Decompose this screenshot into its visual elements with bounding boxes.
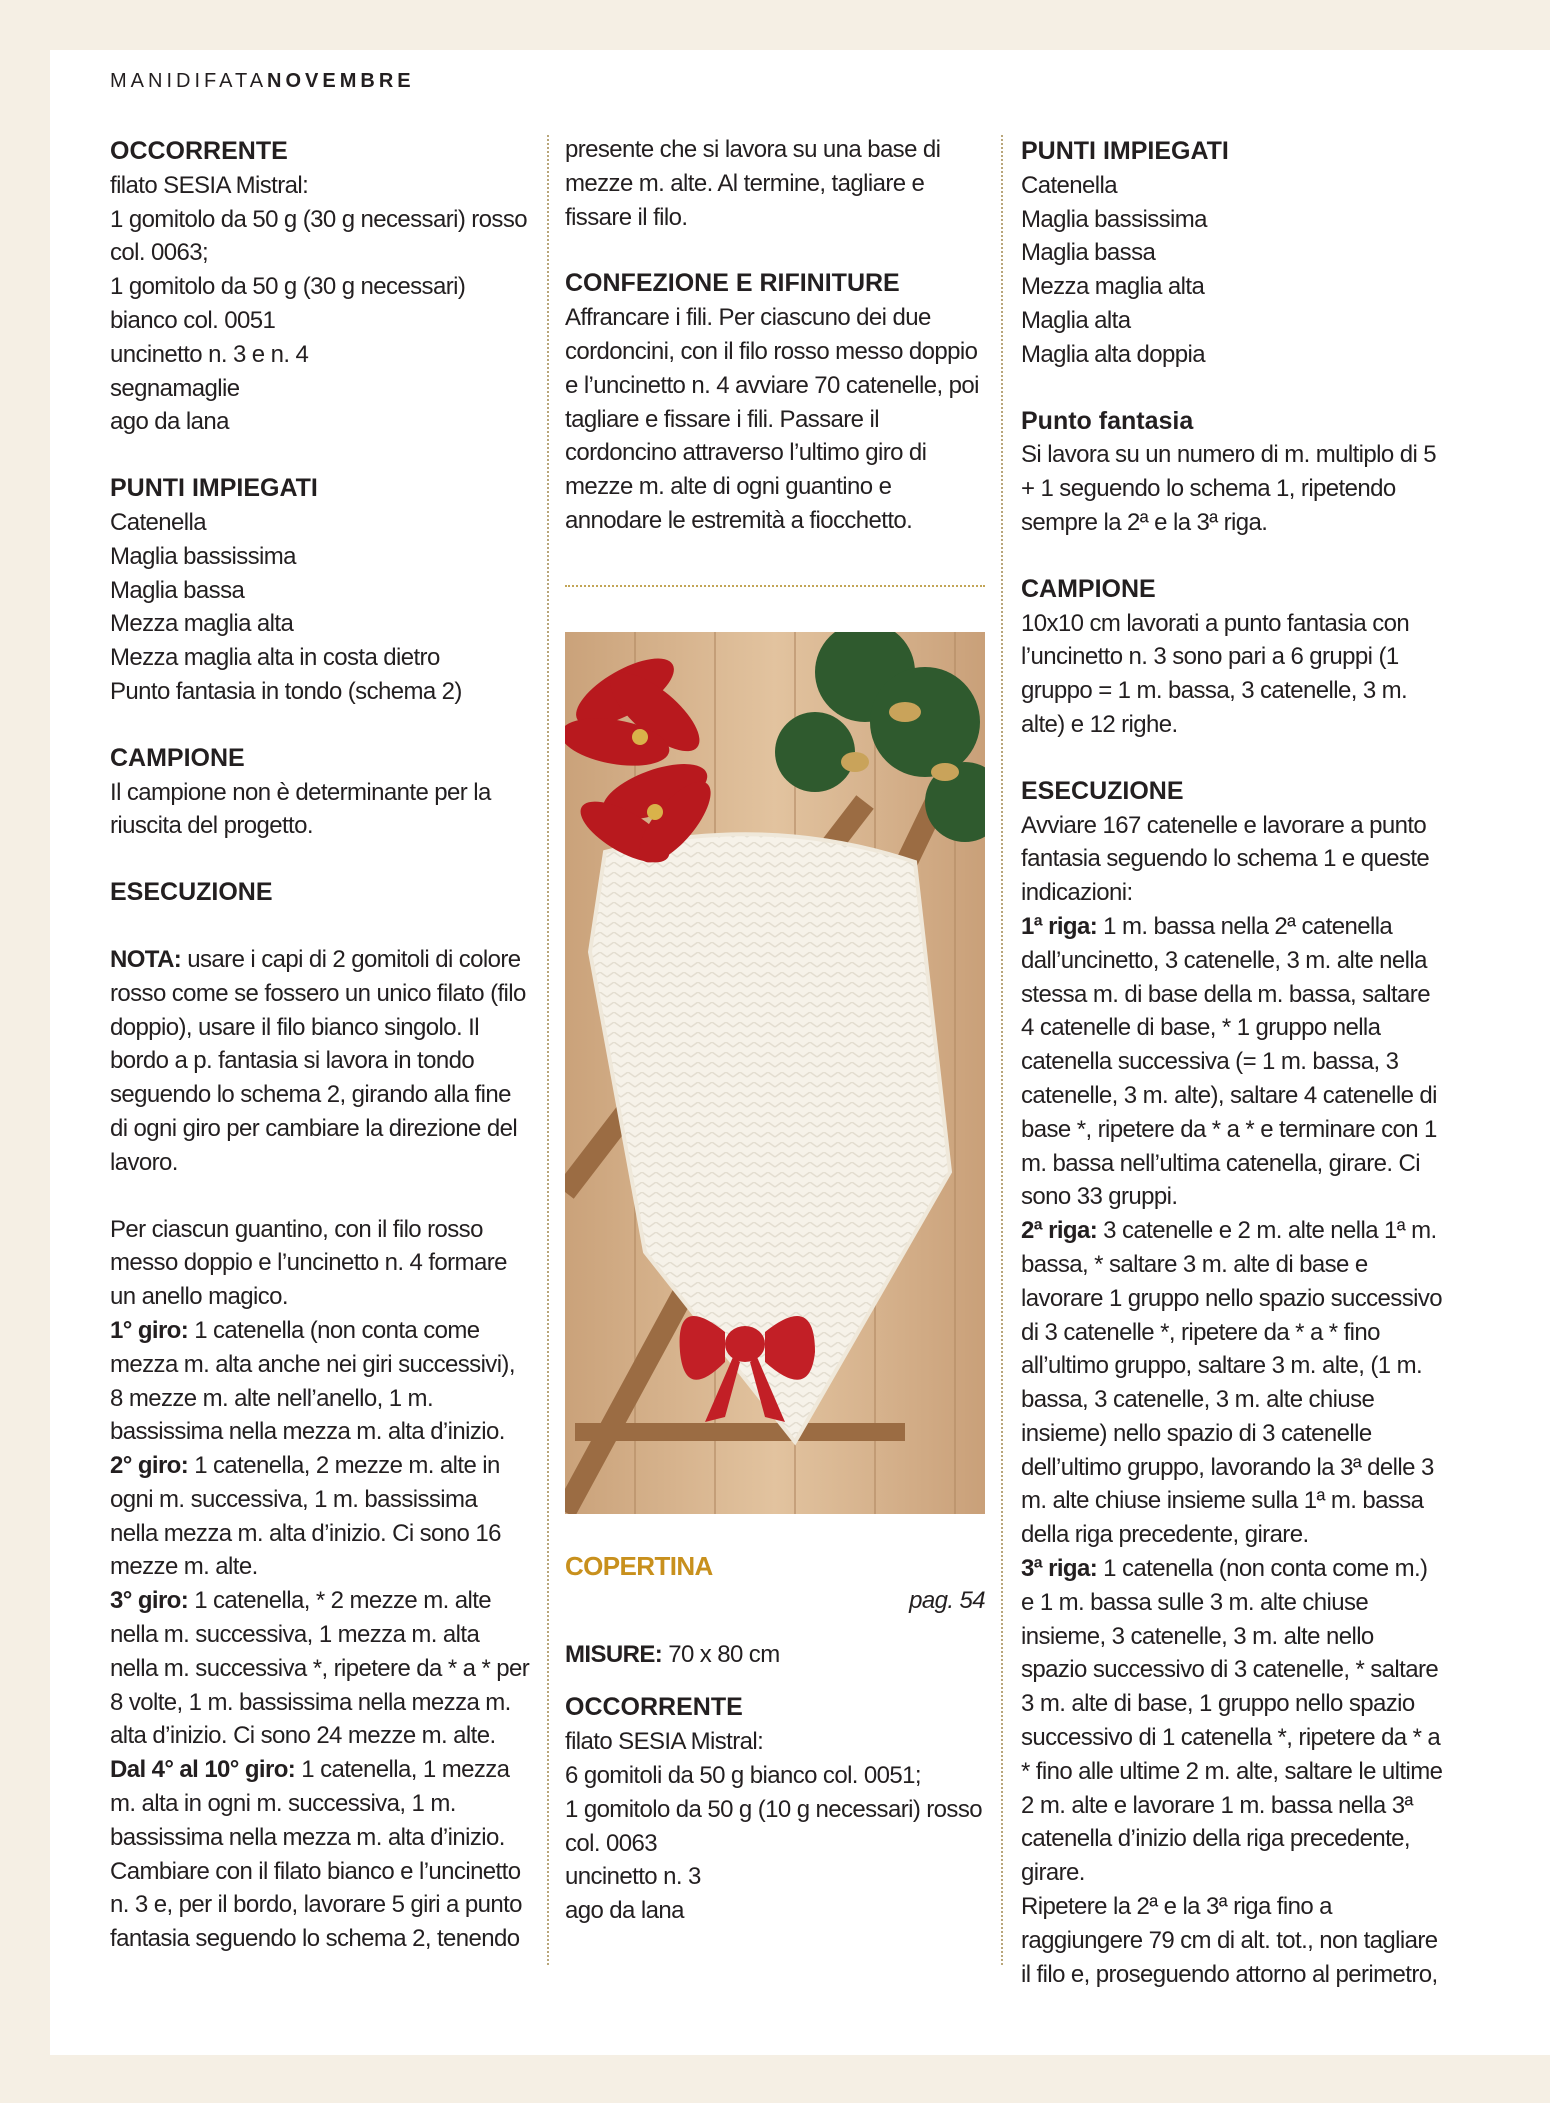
blanket-photo-illustration bbox=[565, 632, 985, 1514]
row-text: 1 m. bassa nella 2ª catenella dall’uncinetto, 3 catenelle, 3 m. alte nella stessa m. di base della m. bassa, saltare 4 catenelle di base, * 1 gruppo nella catenella successiva (= 1 m. bassa, 3 catenelle, 3 m. alte), saltare 4 catenelle di base *, ripetere da * a * e terminare con 1 m. bassa nell’ultima catenella, girare. Ci sono 33 gruppi. bbox=[1021, 912, 1437, 1211]
dotted-separator bbox=[565, 585, 985, 587]
paragraph: Ripetere la 2ª e la 3ª riga fino a raggiungere 79 cm di alt. tot., non tagliare il filo e, proseguendo attorno al perimetro, bbox=[1021, 1893, 1438, 1988]
measures bbox=[565, 1638, 985, 1672]
stitches-list bbox=[110, 506, 530, 709]
paragraph: Cambiare con il filato bianco e l’uncinetto n. 3 e, per il bordo, lavorare 5 giri a punto fantasia seguendo lo schema 2, tenendo bbox=[110, 1857, 522, 1953]
round-text: 1 catenella, * 2 mezze m. alte nella m. successiva, 1 mezza m. alta nella m. successiva *, ripetere da * a * per 8 volte, 1 m. bassissima nella mezza m. alta d’inizio. Ci sono 24 mezze m. alte. bbox=[110, 1587, 530, 1750]
copertina-section bbox=[565, 1550, 985, 1928]
row-instruction bbox=[1021, 1214, 1445, 1552]
list-item: ago da lana bbox=[565, 1897, 684, 1925]
section-heading: ESECUZIONE bbox=[1021, 776, 1184, 805]
stitches-list bbox=[1021, 169, 1445, 372]
round-instruction bbox=[110, 1753, 530, 1854]
section-heading: OCCORRENTE bbox=[110, 137, 288, 165]
section-heading: CAMPIONE bbox=[110, 743, 245, 772]
round-text: 1 catenella (non conta come mezza m. alta anche nei giri successivi), 8 mezze m. alte nell’anello, 1 m. bassissima nella mezza m. alta d’inizio. bbox=[110, 1316, 515, 1446]
list-item: Maglia alta doppia bbox=[1021, 340, 1206, 368]
section-heading: PUNTI IMPIEGATI bbox=[110, 474, 318, 503]
round-instruction bbox=[110, 1449, 530, 1584]
row-label: 2ª riga: bbox=[1021, 1217, 1098, 1245]
materials-list bbox=[565, 1725, 985, 1928]
materials-list bbox=[110, 169, 530, 439]
list-item: segnamaglie bbox=[110, 374, 240, 402]
round-text: 1 catenella, 1 mezza m. alta in ogni m. successiva, 1 m. bassissima nella mezza m. alta d’inizio. bbox=[110, 1756, 510, 1851]
list-item: Maglia bassissima bbox=[1021, 205, 1207, 233]
blanket-photo bbox=[565, 632, 985, 1514]
column-divider bbox=[547, 135, 549, 1965]
paragraph: Il campione non è determinante per la riuscita del progetto. bbox=[110, 778, 491, 840]
round-instruction bbox=[110, 1584, 530, 1753]
list-item: uncinetto n. 3 bbox=[565, 1863, 701, 1891]
paragraph: Si lavora su un numero di m. multiplo di 5 + 1 seguendo lo schema 1, ripetendo sempre la 2ª e la 3ª riga. bbox=[1021, 441, 1437, 536]
list-item: Punto fantasia in tondo (schema 2) bbox=[110, 677, 462, 705]
list-item: Maglia alta bbox=[1021, 306, 1131, 334]
section-heading: Punto fantasia bbox=[1021, 406, 1194, 435]
brand-name: MANIDIFATA bbox=[110, 70, 268, 92]
list-item: 1 gomitolo da 50 g (30 g necessari) bianco col. 0051 bbox=[110, 273, 466, 334]
row-label: 1ª riga: bbox=[1021, 912, 1098, 940]
paragraph: Avviare 167 catenelle e lavorare a punto fantasia seguendo lo schema 1 e queste indicazioni: bbox=[1021, 811, 1430, 907]
list-item: filato SESIA Mistral: bbox=[110, 171, 309, 199]
paragraph: Per ciascun guantino, con il filo rosso messo doppio e l’uncinetto n. 4 formare un anello magico. bbox=[110, 1215, 507, 1311]
section-heading: CAMPIONE bbox=[1021, 574, 1156, 603]
list-item: 6 gomitoli da 50 g bianco col. 0051; bbox=[565, 1761, 921, 1789]
list-item: filato SESIA Mistral: bbox=[565, 1728, 764, 1756]
round-instruction bbox=[110, 1314, 530, 1449]
list-item: Mezza maglia alta bbox=[110, 610, 294, 638]
column-2 bbox=[565, 133, 985, 538]
round-label: 3° giro: bbox=[110, 1587, 189, 1615]
row-instruction bbox=[1021, 910, 1445, 1214]
row-label: 3ª riga: bbox=[1021, 1555, 1098, 1583]
round-text: 1 catenella, 2 mezze m. alte in ogni m. successiva, 1 m. bassissima nella mezza m. alta d’inizio. Ci sono 16 mezze m. alte. bbox=[110, 1452, 501, 1581]
column-1 bbox=[110, 135, 530, 1956]
running-head bbox=[110, 70, 415, 93]
round-label: 2° giro: bbox=[110, 1452, 189, 1480]
column-3 bbox=[1021, 135, 1445, 1991]
row-text: 3 catenelle e 2 m. alte nella 1ª m. bassa, * saltare 3 m. alte di base e lavorare 1 gruppo nello spazio successivo di 3 catenelle *, ripetere da * a * fino all’ultimo gruppo, saltare 3 m. alte, (1 m. bassa, 3 catenelle, 3 m. alte chiuse insieme) nello spazio di 3 catenelle dell’ultimo gruppo, lavorando la 3ª delle 3 m. alte chiuse insieme sulla 1ª m. bassa della riga precedente, girare. bbox=[1021, 1217, 1442, 1549]
list-item: ago da lana bbox=[110, 408, 229, 436]
round-label: Dal 4° al 10° giro: bbox=[110, 1756, 296, 1784]
paragraph: Affrancare i fili. Per ciascuno dei due cordoncini, con il filo rosso messo doppio e l’uncinetto n. 4 avviare 70 catenelle, poi tagliare e fissare i fili. Passare il cordoncino attraverso l’ultimo giro di mezze m. alte di ogni guantino e annodare le estremità a fiocchetto. bbox=[565, 304, 979, 534]
list-item: Mezza maglia alta in costa dietro bbox=[110, 644, 440, 672]
list-item: Maglia bassa bbox=[110, 576, 245, 604]
note-paragraph bbox=[110, 943, 530, 1180]
paragraph: presente che si lavora su una base di mezze m. alte. Al termine, tagliare e fissare il filo. bbox=[565, 136, 941, 231]
round-label: 1° giro: bbox=[110, 1316, 189, 1344]
column-divider bbox=[1001, 135, 1003, 1965]
paragraph: 10x10 cm lavorati a punto fantasia con l’uncinetto n. 3 sono pari a 6 gruppi (1 gruppo = 1 m. bassa, 3 catenelle, 3 m. alte) e 12 righe. bbox=[1021, 609, 1410, 738]
section-heading: OCCORRENTE bbox=[565, 1693, 743, 1722]
section-heading: ESECUZIONE bbox=[110, 878, 273, 907]
list-item: Mezza maglia alta bbox=[1021, 273, 1205, 301]
list-item: Catenella bbox=[110, 508, 207, 536]
note-label: NOTA: bbox=[110, 945, 182, 973]
page-reference: pag. 54 bbox=[909, 1586, 985, 1614]
measures-label: MISURE: bbox=[565, 1640, 663, 1668]
measures-value: 70 x 80 cm bbox=[662, 1640, 780, 1668]
row-text: 1 catenella (non conta come m.) e 1 m. bassa sulle 3 m. alte chiuse insieme, 3 catenelle, 3 m. alte nello spazio successivo di 3 catenelle, * saltare 3 m. alte di base, 1 gruppo nello spazio successivo di 1 catenella *, ripetere da * a * fino alle ultime 2 m. alte, saltare le ultime 2 m. alte e lavorare 1 m. bassa nella 3ª catenella d’inizio della riga precedente, girare. bbox=[1021, 1555, 1443, 1887]
list-item: 1 gomitolo da 50 g (30 g necessari) rosso col. 0063; bbox=[110, 205, 527, 267]
project-title: COPERTINA bbox=[565, 1551, 713, 1581]
list-item: Catenella bbox=[1021, 171, 1118, 199]
row-instruction bbox=[1021, 1552, 1445, 1890]
note-text: usare i capi di 2 gomitoli di colore rosso come se fossero un unico filato (filo doppio), usare il filo bianco singolo. Il bordo a p. fantasia si lavora in tondo seguendo lo schema 2, girando alla fine di ogni giro per cambiare la direzione del lavoro. bbox=[110, 945, 526, 1176]
list-item: 1 gomitolo da 50 g (10 g necessari) rosso col. 0063 bbox=[565, 1795, 982, 1857]
section-heading: PUNTI IMPIEGATI bbox=[1021, 137, 1229, 165]
issue-month: NOVEMBRE bbox=[267, 70, 415, 92]
list-item: Maglia bassissima bbox=[110, 542, 296, 570]
section-heading: CONFEZIONE E RIFINITURE bbox=[565, 269, 900, 298]
list-item: uncinetto n. 3 e n. 4 bbox=[110, 340, 309, 368]
list-item: Maglia bassa bbox=[1021, 239, 1156, 267]
